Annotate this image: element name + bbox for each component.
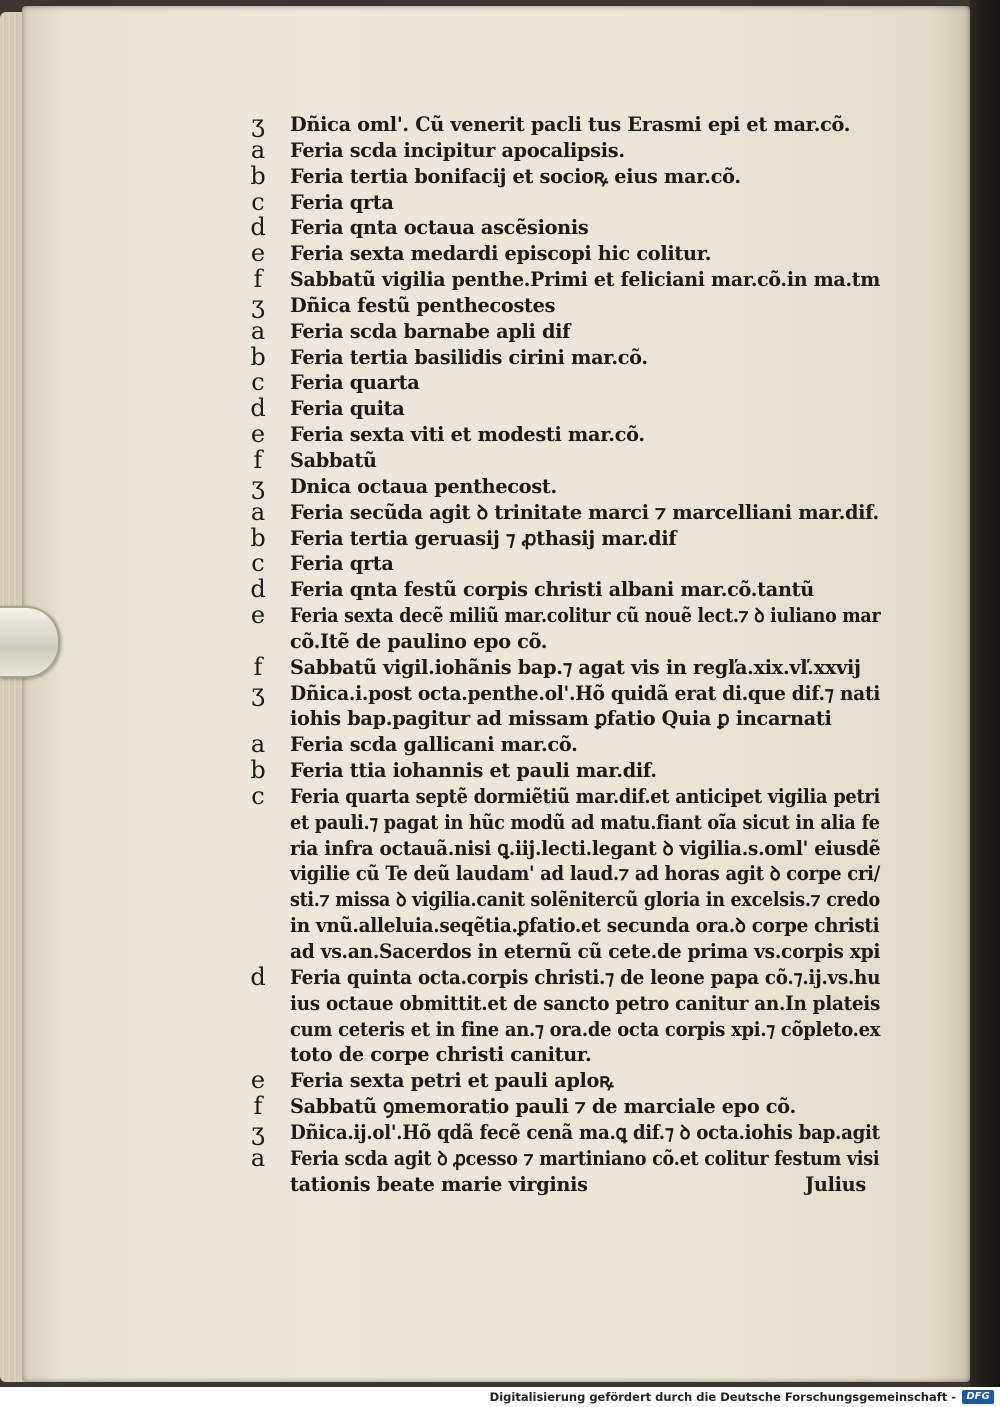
calendar-line: Feria scda agit ꝺ ꝓcesso ⁊ martiniano cõ.et colitur festum visi [290,1146,880,1170]
calendar-line: Feria sexta petri et pauli aploꝶ [290,1069,614,1093]
dominical-letter [240,861,276,887]
calendar-line: cõ.Itẽ de paulino epo cõ. [290,629,548,653]
dominical-letter: f [253,1092,263,1121]
footer-credit: Digitalisierung gefördert durch die Deutsche Forschungsgemeinschaft - [489,1390,956,1404]
calendar-line: ius octaue obmittit.et de sancto petro canitur an.In plateis [290,991,881,1015]
calendar-line: Feria tertia bonifacij et socioꝶ eius mar.cõ. [290,164,741,188]
calendar-line: Feria qnta octaua ascẽsionis [290,216,589,240]
calendar-line: Feria sexta medardi episcopi hic colitur. [290,242,712,266]
dominical-letter: a [250,1143,266,1172]
dominical-letter: ʒ [251,110,265,138]
dominical-letter: f [253,652,263,681]
dominical-letter: e [250,601,266,630]
calendar-line: Feria secũda agit ꝺ trinitate marci ⁊ marcelliani mar.dif. [290,500,879,524]
dominical-letter [240,887,276,913]
calendar-line: ad vs.an.Sacerdos in eternũ cũ cete.de prima vs.corpis xpi [290,940,881,963]
calendar-line [290,1172,880,1198]
calendar-line: Feria qnta festũ corpis christi albani mar.cõ.tantũ [290,578,814,602]
calendar-line: Feria tertia geruasij ⁊ ꝓthasij mar.dif [290,526,677,550]
dominical-letter: ʒ [251,678,265,707]
dominical-letter: b [250,161,266,190]
footer-bar [0,1387,1000,1407]
calendar-line: et pauli.⁊ pagat in hũc modũ ad matu.fiant oĩa sicut in alia fe [290,810,880,834]
dominical-letter [240,991,276,1017]
dominical-letter: ʒ [251,290,265,319]
dominical-letter: e [250,1066,266,1095]
calendar-line: Feria qrta [290,190,394,214]
dominical-letters-column [240,112,276,1197]
calendar-line-text: tationis beate marie virginis [290,1172,588,1196]
calendar-line: ria infra octauã.nisi ꝗ.iij.lecti.legant ꝺ vigilia.s.oml' eiusdẽ [290,836,881,860]
dominical-letter: e [250,420,266,449]
dominical-letter: b [250,523,266,552]
dominical-letter [240,1017,276,1043]
dominical-letter: c [251,549,265,578]
calendar-line: Dnica octaua penthecost. [290,474,557,498]
calendar-line: Feria sexta viti et modesti mar.cõ. [290,423,645,447]
calendar-line: Feria qrta [290,552,394,576]
calendar-line: Feria quinta octa.corpis christi.⁊ de leone papa cõ.⁊.ij.vs.hu [290,965,881,989]
dominical-letter: d [250,394,266,423]
calendar-line: sti.⁊ missa ꝺ vigilia.canit solẽnitercũ gloria in excelsis.⁊ credo [290,888,880,912]
dominical-letter: d [250,962,266,991]
dominical-letter [240,913,276,939]
calendar-text-column [290,112,890,1197]
book-cover-edge [970,0,1000,1387]
calendar-line: Feria scda incipitur apocalipsis. [290,138,625,162]
dominical-letter [240,1172,276,1198]
calendar-line: in vnũ.alleluia.seqẽtia.ꝑfatio.et secunda ora.ꝺ corpe christi [290,914,880,938]
calendar-line: Feria sexta decẽ miliũ mar.colitur cũ nouẽ lect.⁊ ꝺ iuliano mar [290,604,881,628]
calendar-line: Feria scda gallicani mar.cõ. [290,733,578,757]
calendar-line: Feria tertia basilidis cirini mar.cõ. [290,345,648,369]
dfg-logo-icon: DFG [962,1390,994,1404]
calendar-line: Sabbatũ [290,448,377,472]
dominical-letter [240,706,276,732]
calendar-line: Dñica.i.post octa.penthe.ol'.Hõ quidã erat di.que dif.⁊ nati [290,681,881,705]
calendar-line: Sabbatũ vigilia penthe.Primi et feliciani mar.cõ.in ma.tm [290,268,881,292]
catchword: Julius [805,1172,866,1196]
dominical-letter: ʒ [251,471,265,500]
dominical-letter [240,810,276,836]
calendar-line: Feria ttia iohannis et pauli mar.dif. [290,759,657,783]
calendar-line: Sabbatũ vigil.iohãnis bap.⁊ agat vis in regľa.xix.vľ.xxvij [290,655,861,679]
calendar-line: toto de corpe christi canitur. [290,1043,592,1067]
dominical-letter: d [250,213,266,242]
dominical-letter: e [250,239,266,268]
dominical-letter [240,1042,276,1068]
calendar-line: Feria quarta [290,371,420,395]
calendar-line: Feria quita [290,397,405,421]
calendar-line: vigilie cũ Te deũ laudam' ad laud.⁊ ad horas agit ꝺ corpe cri/ [290,862,881,886]
dominical-letter: f [253,265,263,294]
dominical-letter: ʒ [251,1117,265,1146]
calendar-line: Feria scda barnabe apli dif [290,319,571,343]
dominical-letter: a [250,497,266,526]
dominical-letter: a [250,135,266,164]
calendar-line: Dñica oml'. Cũ venerit pacli tus Erasmi epi et mar.cõ. [290,113,851,136]
dominical-letter [240,836,276,862]
calendar-line: iohis bap.pagitur ad missam ꝑfatio Quia ꝑ incarnati [290,707,832,731]
dominical-letter: b [250,342,266,371]
dominical-letter: c [251,368,265,397]
calendar-line: Dñica.ij.ol'.Hõ qdã fecẽ cenã ma.ꝗ dif.⁊ ꝺ octa.iohis bap.agit [290,1120,880,1144]
dominical-letter: c [251,781,265,810]
dominical-letter: b [250,756,266,785]
dominical-letter: f [253,445,263,474]
dominical-letter [240,629,276,655]
calendar-line: Feria quarta septẽ dormiẽtiũ mar.dif.et anticipet vigilia petri [290,784,881,808]
dominical-letter: a [250,316,266,345]
calendar-line: cum ceteris et in fine an.⁊ ora.de octa corpis xpi.⁊ cõpleto.ex [290,1017,881,1041]
calendar-line: Sabbatũ ꝯmemoratio pauli ⁊ de marciale epo cõ. [290,1095,796,1119]
dominical-letter [240,939,276,965]
calendar-line: Dñica festũ penthecostes [290,293,556,317]
dominical-letter: c [251,187,265,216]
dominical-letter: d [250,575,266,604]
dominical-letter: a [250,730,266,759]
